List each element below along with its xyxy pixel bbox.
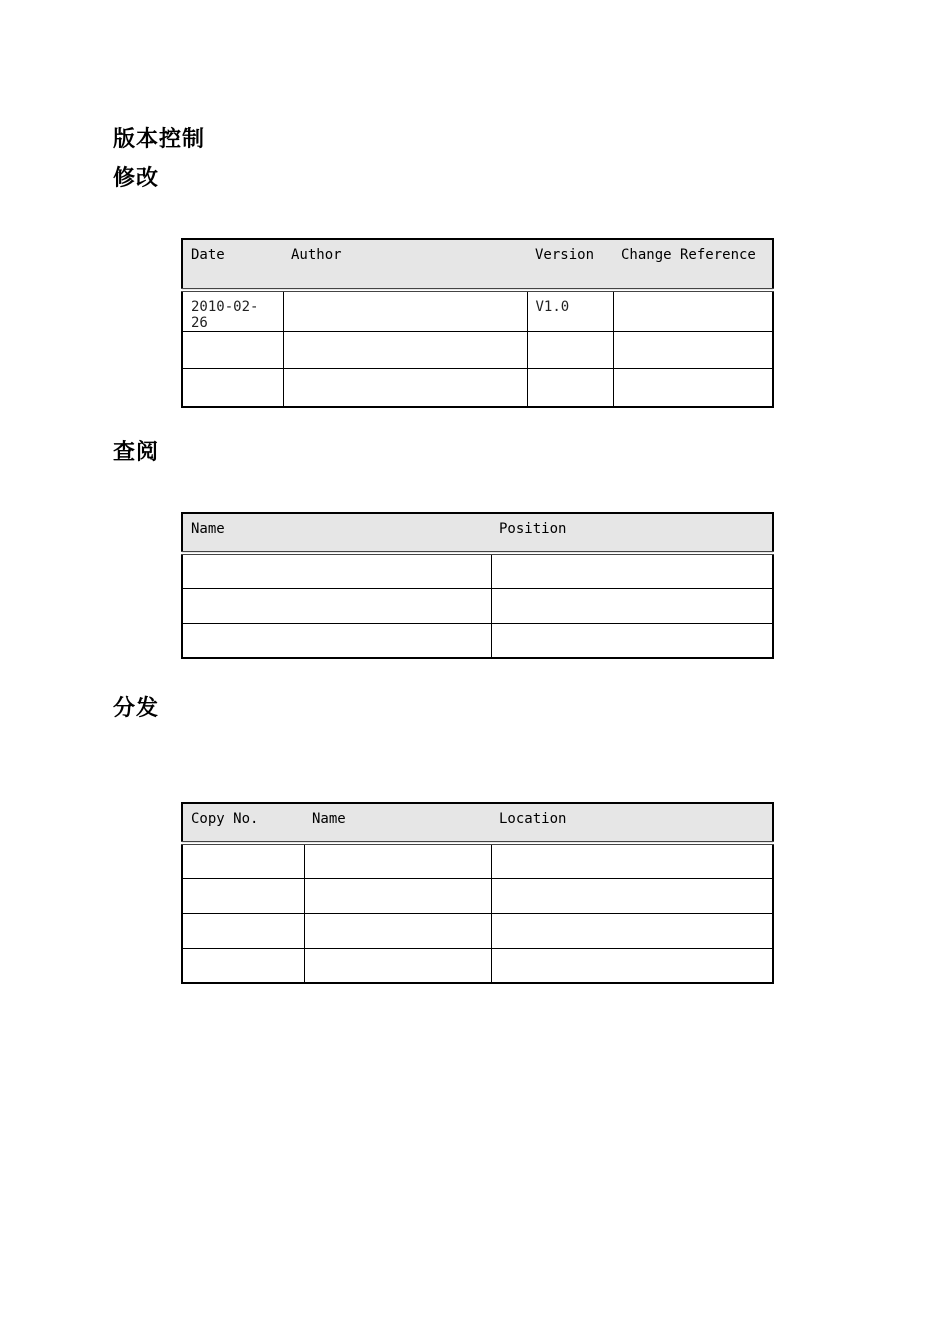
revision-table-header-row	[182, 239, 773, 290]
cell-author	[283, 369, 527, 407]
cell-copy-no	[182, 913, 304, 948]
table-row	[182, 623, 773, 658]
cell-name	[304, 878, 491, 913]
cell-location	[491, 878, 773, 913]
cell-position	[491, 553, 773, 588]
cell-date	[182, 369, 283, 407]
table-row	[182, 948, 773, 983]
revision-table	[181, 238, 774, 408]
cell-name	[304, 948, 491, 983]
distribution-table	[181, 802, 774, 984]
cell-change-reference	[613, 332, 773, 369]
cell-location	[491, 913, 773, 948]
header-author: Author	[283, 239, 527, 290]
cell-author	[283, 332, 527, 369]
table-row	[182, 553, 773, 588]
header-name: Name	[182, 513, 491, 553]
header-position: Position	[491, 513, 773, 553]
cell-copy-no	[182, 948, 304, 983]
review-heading: 查阅	[113, 440, 160, 465]
header-version: Version	[527, 239, 613, 290]
cell-name	[182, 588, 491, 623]
cell-name	[182, 623, 491, 658]
cell-change-reference	[613, 290, 773, 332]
header-location: Location	[491, 803, 773, 843]
review-table-header-row	[182, 513, 773, 553]
cell-author	[283, 290, 527, 332]
header-date: Date	[182, 239, 283, 290]
table-row	[182, 332, 773, 369]
table-row	[182, 878, 773, 913]
distribution-table-header-row	[182, 803, 773, 843]
cell-version: V1.0	[527, 290, 613, 332]
distribution-heading: 分发	[113, 696, 160, 721]
table-row	[182, 588, 773, 623]
cell-name	[304, 843, 491, 878]
header-name: Name	[304, 803, 491, 843]
cell-name	[304, 913, 491, 948]
cell-date	[182, 332, 283, 369]
cell-copy-no	[182, 843, 304, 878]
header-change-reference: Change Reference	[613, 239, 773, 290]
cell-position	[491, 623, 773, 658]
cell-version	[527, 332, 613, 369]
cell-version	[527, 369, 613, 407]
cell-date: 2010-02-26	[182, 290, 283, 332]
cell-position	[491, 588, 773, 623]
table-row	[182, 369, 773, 407]
table-row	[182, 290, 773, 332]
review-table	[181, 512, 774, 659]
cell-change-reference	[613, 369, 773, 407]
table-row	[182, 843, 773, 878]
header-copy-no: Copy No.	[182, 803, 304, 843]
version-control-heading: 版本控制	[113, 127, 206, 152]
cell-location	[491, 843, 773, 878]
cell-name	[182, 553, 491, 588]
cell-location	[491, 948, 773, 983]
cell-copy-no	[182, 878, 304, 913]
table-row	[182, 913, 773, 948]
modification-heading: 修改	[113, 166, 160, 191]
